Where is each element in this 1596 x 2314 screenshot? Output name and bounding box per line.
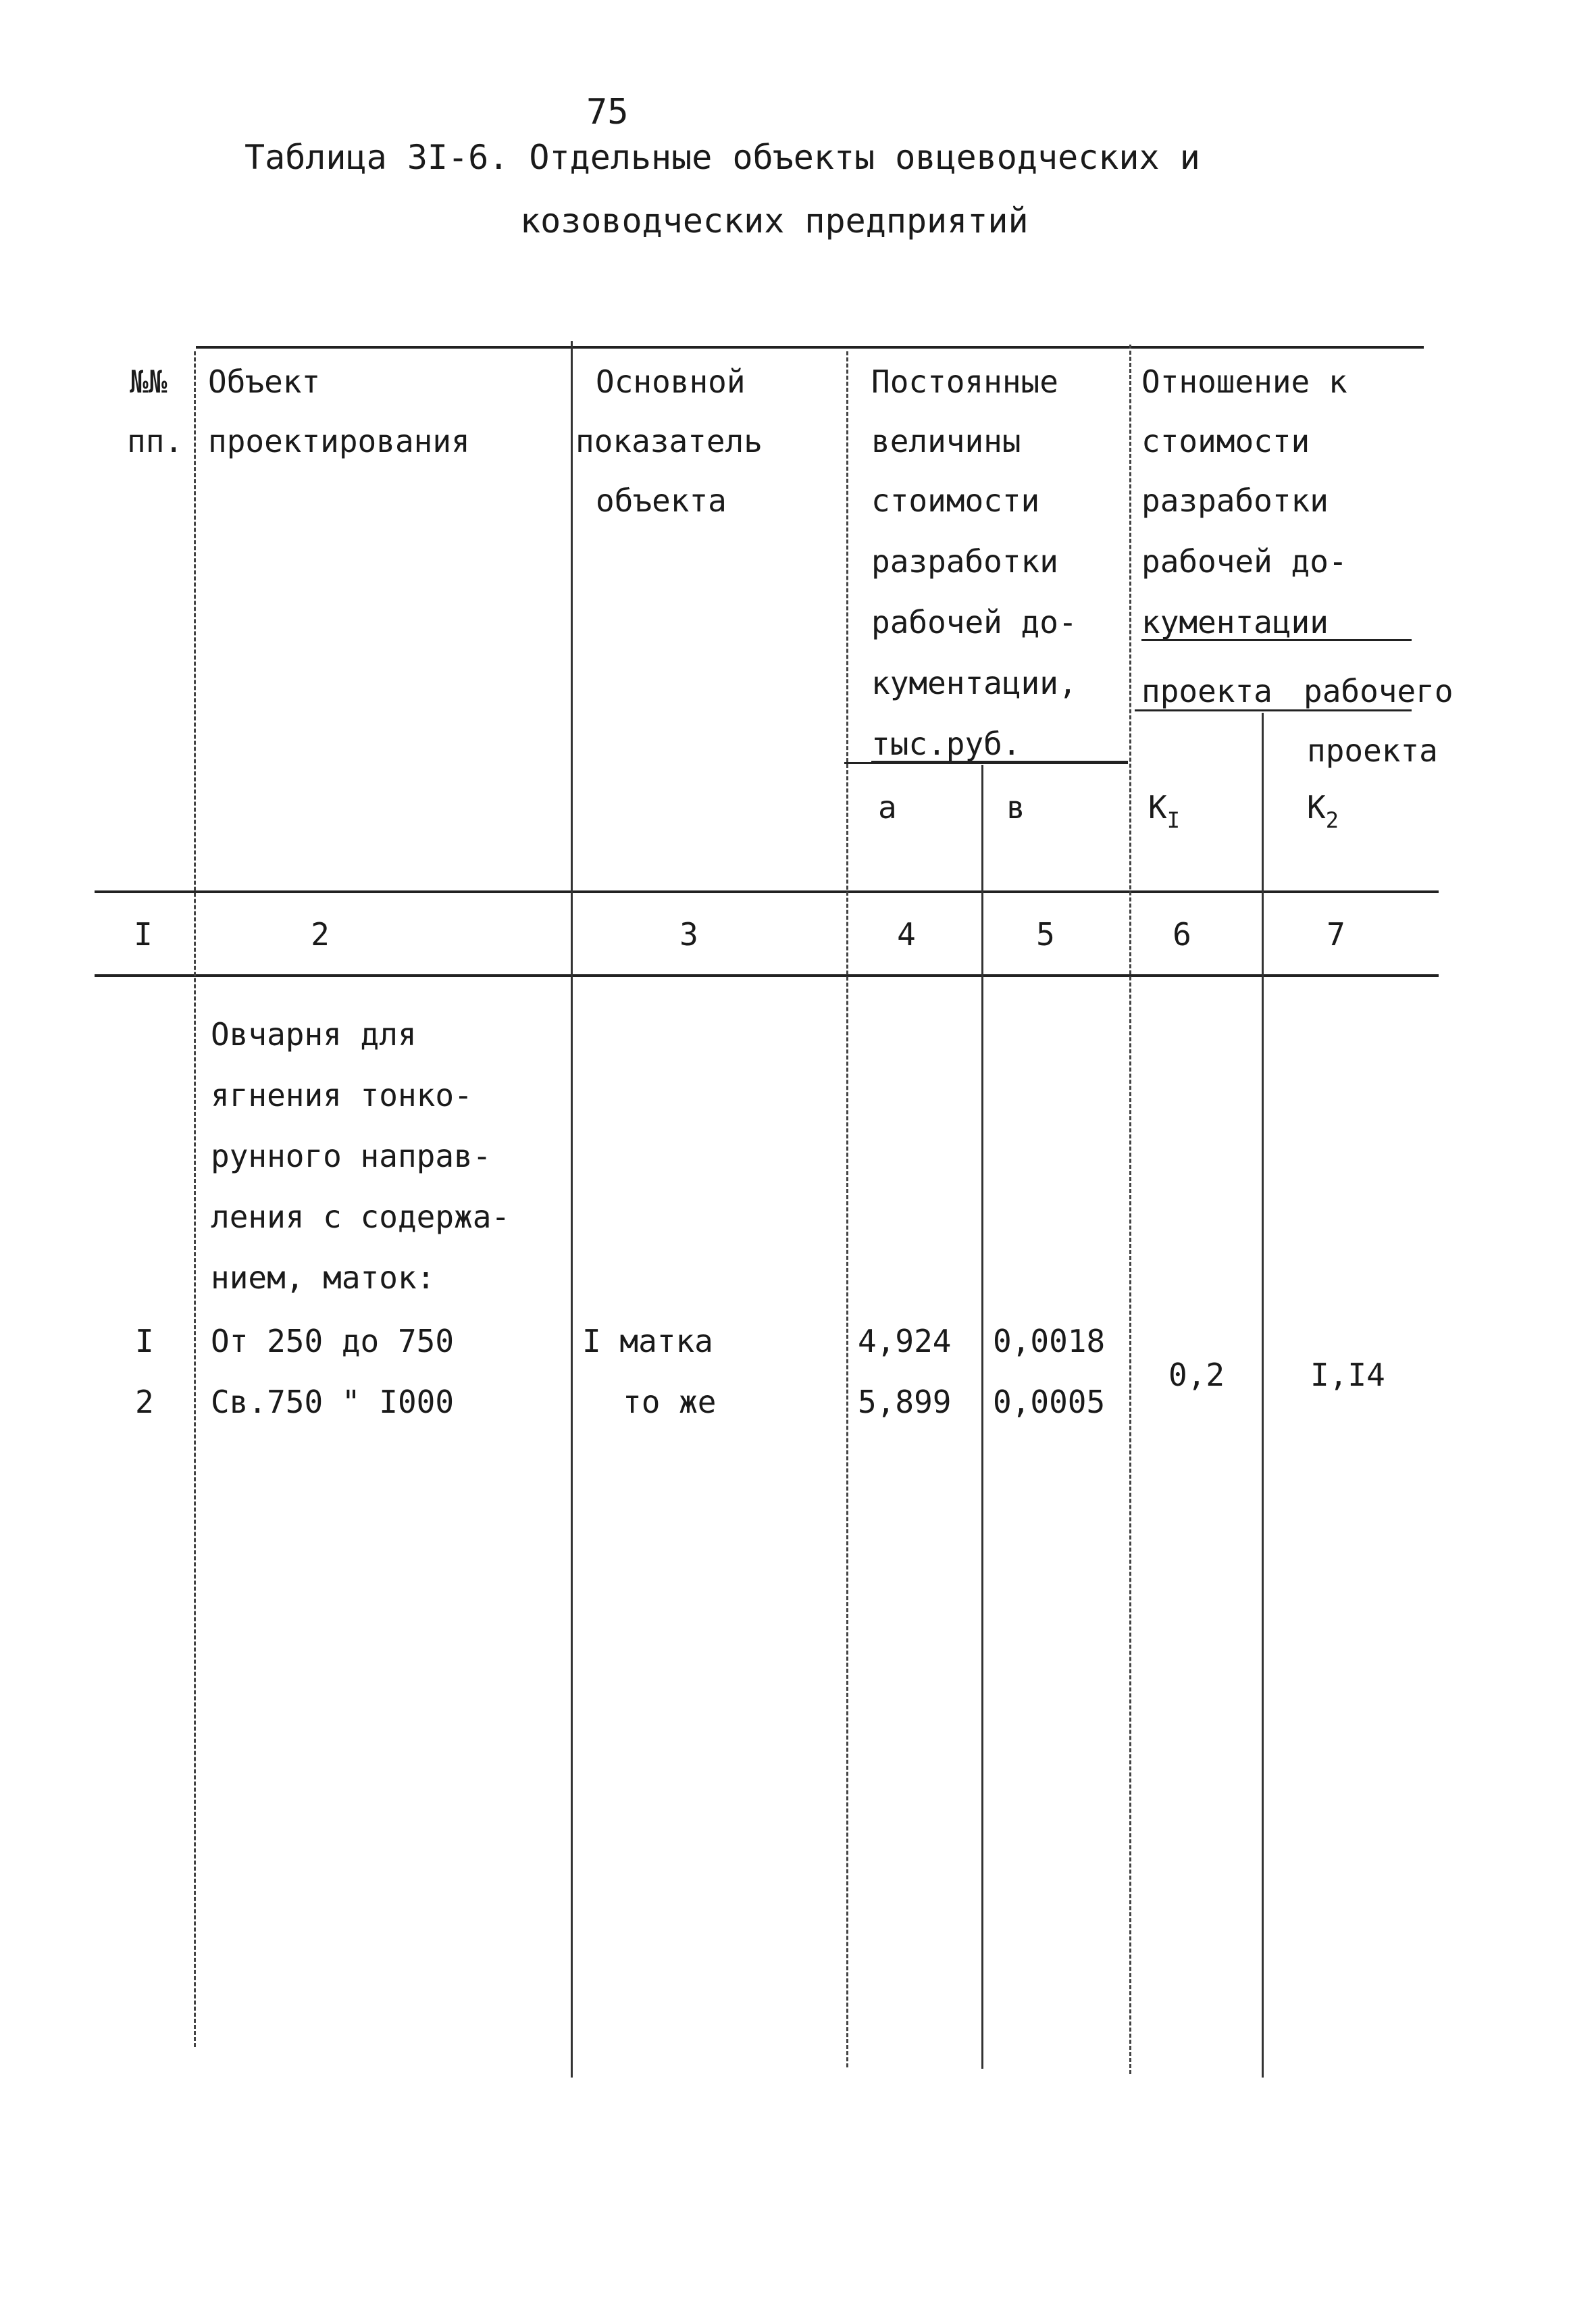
row1-b: 0,0018	[993, 1323, 1106, 1359]
header-col45-line2: величины	[871, 423, 1021, 459]
row2-object: Св.750 " I000	[211, 1384, 455, 1420]
doc-underline	[1141, 639, 1412, 641]
k1-index: I	[1166, 807, 1180, 833]
header-col5-sub: в	[1006, 789, 1025, 826]
header-col1-line2: пп.	[127, 423, 184, 459]
page-number: 75	[586, 92, 629, 132]
column-divider-1	[194, 351, 196, 2047]
column-number-5: 5	[1036, 916, 1055, 953]
header-col45-line6: кументации,	[871, 665, 1077, 701]
column-divider-4	[981, 765, 983, 2069]
header-col45-line5: рабочей до-	[871, 604, 1077, 640]
header-col6-text: проекта	[1141, 673, 1272, 709]
header-col6-sub	[1148, 789, 1180, 833]
row1-a: 4,924	[858, 1323, 952, 1359]
group-description-line3: рунного направ-	[211, 1138, 492, 1174]
header-col67-line3: разработки	[1141, 482, 1329, 519]
table-title-line-1: Таблица 3I-6. Отдельные объекты овцеводческих и	[244, 138, 1200, 177]
table-top-rule	[196, 346, 1424, 349]
table-title-line-2: козоводческих предприятий	[520, 201, 1029, 241]
header-col2-line2: проектирования	[208, 423, 470, 459]
group-description-line1: Овчарня для	[211, 1016, 417, 1053]
header-col1-line1: №№	[130, 363, 168, 400]
row2-number: 2	[135, 1384, 154, 1420]
unit-underline	[871, 761, 1128, 763]
header-col67-line2: стоимости	[1141, 423, 1310, 459]
subheader-rule-67	[1135, 709, 1412, 711]
group-description-line4: ления с содержа-	[211, 1199, 511, 1235]
column-number-4: 4	[897, 916, 916, 953]
header-col7-text-line1: рабочего	[1304, 673, 1453, 709]
row2-a: 5,899	[858, 1384, 952, 1420]
header-col67-line4: рабочей до-	[1141, 543, 1347, 580]
k2-index: 2	[1325, 807, 1339, 833]
column-number-7: 7	[1327, 916, 1345, 953]
header-col2-line1: Объект	[208, 363, 321, 400]
header-col67-line5: кументации	[1141, 604, 1329, 640]
header-col3-line1: Основной	[596, 363, 746, 400]
header-bottom-rule	[95, 890, 1439, 893]
header-col45-line1: Постоянные	[871, 363, 1058, 400]
column-number-3: 3	[679, 916, 698, 953]
column-numbers-bottom-rule	[95, 974, 1439, 977]
group-description-line5: нием, маток:	[211, 1259, 436, 1296]
column-divider-6	[1262, 713, 1264, 2078]
k2-value: I,I4	[1310, 1357, 1385, 1393]
header-col67-line1: Отношение к	[1141, 363, 1347, 400]
k1-value: 0,2	[1168, 1357, 1225, 1393]
header-col4-sub: а	[878, 789, 897, 826]
header-col7-text-line2: проекта	[1307, 732, 1438, 769]
header-col45-line3: стоимости	[871, 482, 1040, 519]
column-number-6: 6	[1173, 916, 1191, 953]
header-col45-line7: тыс.руб.	[871, 726, 1021, 762]
column-divider-2	[571, 341, 573, 2078]
row1-number: I	[135, 1323, 154, 1359]
column-divider-3	[846, 351, 848, 2067]
row2-b: 0,0005	[993, 1384, 1106, 1420]
row2-indicator: то же	[623, 1384, 717, 1420]
row1-object: От 250 до 750	[211, 1323, 455, 1359]
column-number-1: I	[134, 916, 153, 953]
k2-label: К	[1307, 789, 1326, 826]
header-col3-line2: показатель	[575, 423, 763, 459]
header-col7-sub	[1307, 789, 1339, 833]
k1-label: К	[1148, 789, 1167, 826]
row1-indicator: I матка	[582, 1323, 713, 1359]
column-divider-5	[1129, 345, 1131, 2074]
header-col45-line4: разработки	[871, 543, 1058, 580]
column-number-2: 2	[311, 916, 330, 953]
header-col3-line3: объекта	[596, 482, 727, 519]
group-description-line2: ягнения тонко-	[211, 1077, 473, 1113]
